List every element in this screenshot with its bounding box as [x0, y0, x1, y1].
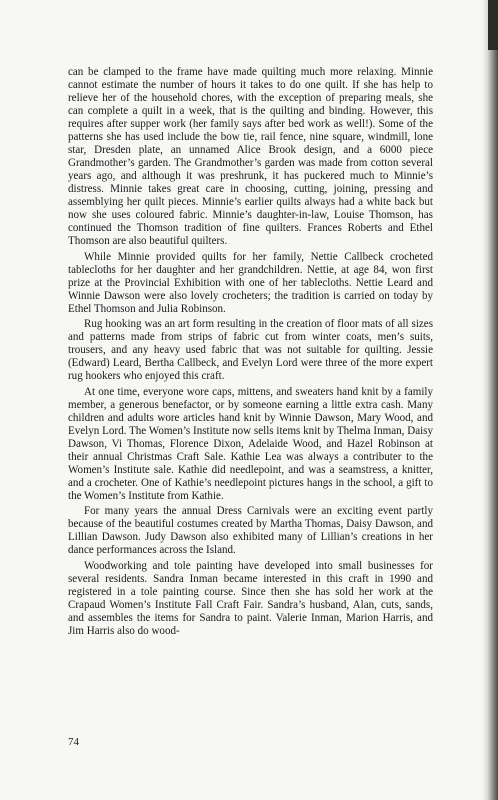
scan-dark-corner — [488, 0, 498, 50]
paragraph-rug-hooking: Rug hooking was an art form resulting in the creation of floor mats of all sizes and patterns made from strips of fabric cut from winter coats, men’s suits, trousers, and any heavy used fabric that was not suitable for quilting. Jessie (Edward) Leard, Bertha Callbeck, and Evelyn Lord were three of the more expert rug hookers who enjoyed this craft. — [68, 318, 433, 383]
paragraph-crochet: While Minnie provided quilts for her family, Nettie Callbeck crocheted tablecloths for her daughter and her grandchildren. Nettie, at age 84, won first prize at the Provincial Exhibition with one of her tablecloths. Nettie Leard and Winnie Dawson were also lovely crocheters; the tradition is carried on today by Ethel Thomson and Julia Robinson. — [68, 250, 433, 315]
paragraph-woodworking: Woodworking and tole painting have developed into small businesses for several residents. Sandra Inman became interested in this craft in 1990 and registered in a tole painting course. Since then she has sold her work at the Crapaud Women’s Institute Fall Craft Fair. Sandra’s husband, Alan, cuts, sands, and assembles the items for Sandra to paint. Valerie Inman, Marion Harris, and Jim Harris also do wood- — [68, 559, 433, 637]
paragraph-knitting: At one time, everyone wore caps, mittens, and sweaters hand knit by a family member, a generous benefactor, or by someone earning a little extra cash. Many children and adults wore articles hand knit by Winnie Dawson, Mary Wood, and Evelyn Lord. The Women’s Institute now sells items knit by Thelma Inman, Daisy Dawson, Vi Thomas, Florence Dixon, Adelaide Wood, and Hazel Robinson at their annual Christmas Craft Sale. Kathie Lea was always a contributer to the Women’s Institute sale. Kathie did needlepoint, and was a seamstress, a knitter, and a crocheter. One of Kathie’s needlepoint pictures hangs in the school, a gift to the Women’s Institute from Kathie. — [68, 385, 433, 502]
page-number: 74 — [68, 736, 79, 748]
body-text — [68, 66, 433, 640]
paragraph-dress-carnivals: For many years the annual Dress Carnivals were an exciting event partly because of the beautiful costumes created by Martha Thomas, Daisy Dawson, and Lillian Dawson. Judy Dawson also exhibited many of Lillian’s creations in her dance performances across the Island. — [68, 505, 433, 557]
scan-shadow-edge — [482, 0, 498, 800]
paragraph-quilting: can be clamped to the frame have made quilting much more relaxing. Minnie cannot estimate the number of hours it takes to do one quilt. If she has help to relieve her of the household chores, with the exception of preparing meals, she can complete a quilt in a week, that is the quilting and binding. However, this requires after supper work (her family says after bed work as well!). Some of the patterns she has used include the bow tie, rail fence, nine square, windmill, lone star, Dresden plate, an unnamed Alice Brook design, and a 6000 piece Grandmother’s garden. The Grandmother’s garden was made from cotton several years ago, and although it was preshrunk, it has puckered much to Minnie’s distress. Minnie takes great care in choosing, cutting, joining, pressing and assemblying her quilt pieces. Minnie’s earlier quilts always had a white back but now she uses coloured fabric. Minnie’s daughter-in-law, Louise Thomson, has continued the Thomson tradition of fine quilters. Frances Roberts and Ethel Thomson are also beautiful quilters. — [68, 66, 433, 248]
